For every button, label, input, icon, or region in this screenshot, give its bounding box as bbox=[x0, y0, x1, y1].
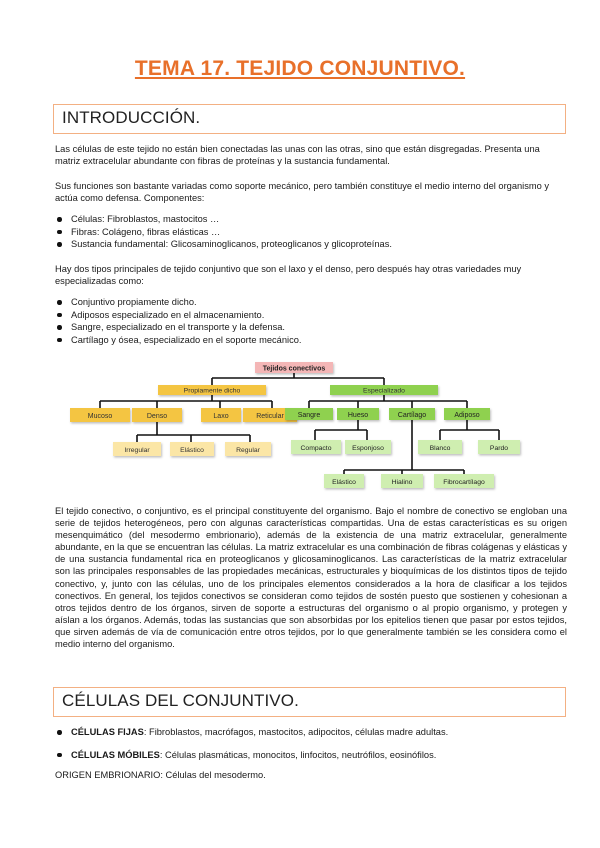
diagram-label-reticular: Reticular bbox=[256, 413, 284, 420]
diagram-label-sangre: Sangre bbox=[297, 412, 321, 419]
list-item: Cartílago y ósea, especializado en el soporte mecánico. bbox=[55, 334, 560, 347]
list-item: Adiposos especializado en el almacenamiento. bbox=[55, 309, 560, 322]
section-heading-box bbox=[53, 104, 566, 134]
list-item bbox=[55, 726, 560, 739]
diagram-label-especializado: Especializado bbox=[363, 387, 405, 395]
section-heading-box bbox=[53, 687, 566, 717]
diagram-label-adiposo: Adiposo bbox=[454, 412, 480, 419]
diagram-label-irregular: Irregular bbox=[124, 447, 150, 454]
list-item: Sangre, especializado en el transporte y la defensa. bbox=[55, 321, 560, 334]
diagram-label-mucoso: Mucoso bbox=[87, 413, 113, 420]
cells-fijas-label: CÉLULAS FIJAS bbox=[71, 727, 144, 737]
diagram-label-blanco: Blanco bbox=[429, 445, 451, 452]
list-item: Sustancia fundamental: Glicosaminoglicanos, proteoglicanos y glicoproteínas. bbox=[55, 238, 560, 251]
diagram-label-denso: Denso bbox=[146, 413, 168, 420]
cells-list bbox=[55, 726, 560, 761]
diagram-label-compacto: Compacto bbox=[300, 445, 332, 452]
diagram-label-cartilago: Cartílago bbox=[397, 412, 427, 419]
origen-embrionario: ORIGEN EMBRIONARIO: Células del mesodermo. bbox=[55, 770, 266, 780]
cells-moviles-label: CÉLULAS MÓBILES bbox=[71, 749, 160, 760]
intro-paragraph-1: Las células de este tejido no están bien conectadas las unas con las otras, sino que están disgregadas. Presenta una matriz extracelular abundante con fibras de proteínas y la sustancia fundamental. bbox=[55, 144, 540, 167]
components-list bbox=[55, 213, 560, 251]
diagram-label-propiamente: Propiamente dicho bbox=[183, 387, 241, 395]
cells-moviles-text: : Células plasmáticas, monocitos, linfocitos, neutrófilos, eosinófilos. bbox=[159, 749, 437, 760]
section-heading-introduccion: INTRODUCCIÓN. bbox=[62, 108, 201, 127]
cells-fijas-text: : Fibroblastos, macrófagos, mastocitos, adipocitos, células madre adultas. bbox=[143, 727, 449, 737]
intro-paragraph-2: Sus funciones son bastante variadas como soporte mecánico, pero también constituye el medio interno del organismo y actúa como defensa. Componentes: bbox=[55, 181, 550, 204]
list-item: Fibras: Colágeno, fibras elásticas … bbox=[55, 226, 560, 239]
connective-tissue-diagram bbox=[62, 358, 542, 494]
diagram-label-elastico-cart: Elástico bbox=[332, 479, 356, 486]
diagram-label-hialino: Hialino bbox=[391, 479, 413, 486]
diagram-label-esponjoso: Esponjoso bbox=[352, 445, 384, 452]
list-item: Conjuntivo propiamente dicho. bbox=[55, 296, 560, 309]
diagram-label-hueso: Hueso bbox=[347, 412, 369, 419]
section-heading-celulas: CÉLULAS DEL CONJUNTIVO. bbox=[62, 691, 299, 710]
diagram-label-pardo: Pardo bbox=[489, 445, 509, 452]
diagram-label-root: Tejidos conectivos bbox=[262, 365, 326, 373]
list-item: Células: Fibroblastos, mastocitos … bbox=[55, 213, 560, 226]
list-item bbox=[55, 749, 560, 762]
diagram-label-regular: Regular bbox=[236, 447, 260, 454]
diagram-label-laxo: Laxo bbox=[213, 413, 229, 420]
diagram-label-elastico-denso: Elástico bbox=[180, 447, 204, 454]
intro-paragraph-3: Hay dos tipos principales de tejido conjuntivo que son el laxo y el denso, pero después hay otras variedades muy especializadas como: bbox=[55, 264, 522, 287]
body-paragraph-conectivo: El tejido conectivo, o conjuntivo, es el principal constituyente del organismo. Bajo el nombre de conectivo se engloban una serie de tejidos heterogéneos, pero con algunas características compartidas. Una de estas características es su origen mesenquimático (del mesodermo embrionario), además de la existencia de una matriz extracelular, generalmente abundante, en la que se encuentran las células. La matriz extracelular es una combinación de fibras colágenas y elásticas y de una sustancia fundamental rica en proteoglicanos y glicosaminoglicanos. Las características de la matriz extracelular son las principales responsables de las propiedades mecánicas, estructurales y bioquímicas de los distintos tipos de tejido conectivo, y, junto con las células, uno de los principales elementos considerados a la hora de clasificar a los tejidos conectivos. En general, los tejidos conectivos se consideran como tejidos de sostén puesto que sostienen y cohesionan a otros tejidos dentro de los órganos, sirven de soporte a estructuras del organismo o al propio organismo, y protegen y aíslan a los órganos. Además, todas las sustancias que son absorbidas por los epitelios tienen que pasar por estos tejidos, que sirven además de vía de comunicación entre otros tejidos, por lo que generalmente también se les considera como el medio interno del organismo. bbox=[55, 506, 567, 650]
page-title: TEMA 17. TEJIDO CONJUNTIVO. bbox=[134, 57, 466, 80]
diagram-label-fibrocartilago: Fibrocartílago bbox=[443, 479, 485, 486]
varieties-list bbox=[55, 296, 560, 346]
